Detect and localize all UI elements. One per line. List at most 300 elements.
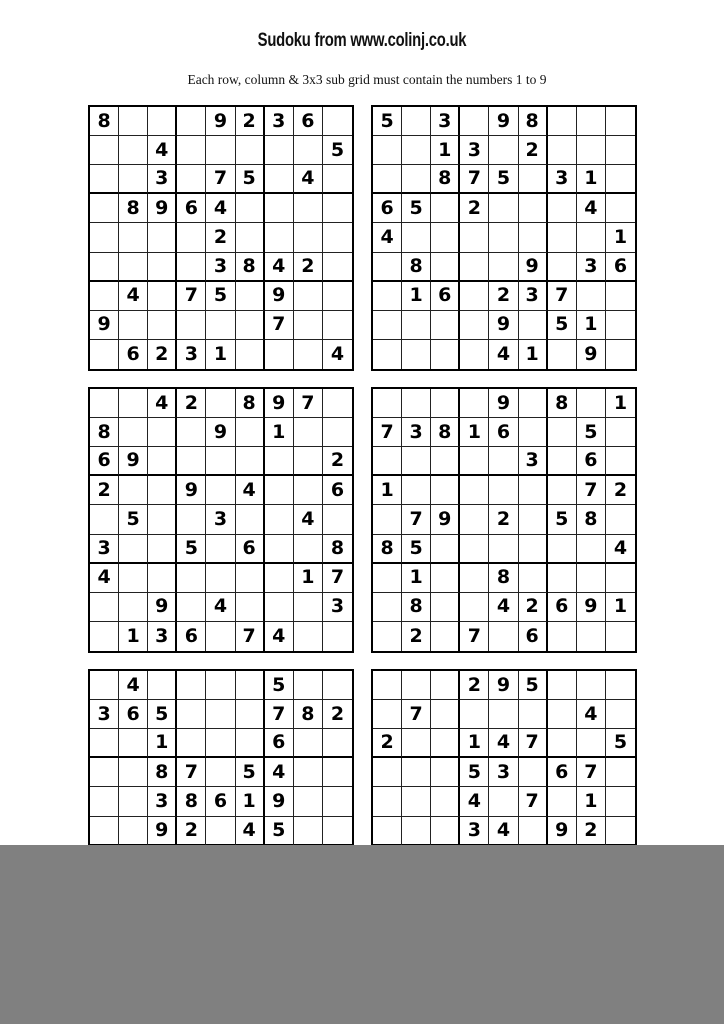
sudoku-cell: 7: [373, 418, 402, 447]
sudoku-cell: [236, 136, 265, 165]
sudoku-cell: [489, 223, 518, 252]
sudoku-cell: [236, 340, 265, 369]
sudoku-cell: [323, 729, 352, 758]
sudoku-cell: [294, 476, 323, 505]
sudoku-cell: 3: [323, 593, 352, 622]
sudoku-cell: 2: [373, 729, 402, 758]
sudoku-cell: [431, 593, 460, 622]
sudoku-cell: 8: [577, 505, 606, 534]
sudoku-cell: [119, 758, 148, 787]
sudoku-cell: 9: [548, 817, 577, 846]
sudoku-cell: 5: [236, 165, 265, 194]
sudoku-cell: [431, 253, 460, 282]
sudoku-cell: 8: [323, 535, 352, 564]
sudoku-cell: 2: [606, 476, 635, 505]
sudoku-cell: [402, 389, 431, 418]
sudoku-cell: [177, 136, 206, 165]
sudoku-cell: 3: [402, 418, 431, 447]
sudoku-cell: 9: [489, 311, 518, 340]
sudoku-cell: 1: [431, 136, 460, 165]
sudoku-cell: [460, 447, 489, 476]
sudoku-cell: [402, 671, 431, 700]
sudoku-cell: 2: [460, 671, 489, 700]
sudoku-cell: [90, 389, 119, 418]
sudoku-cell: [236, 700, 265, 729]
sudoku-cell: 2: [489, 505, 518, 534]
sudoku-cell: 9: [431, 505, 460, 534]
sudoku-cell: [548, 622, 577, 651]
sudoku-cell: [148, 223, 177, 252]
sudoku-cell: [119, 787, 148, 816]
sudoku-cell: 7: [402, 505, 431, 534]
sudoku-cell: [402, 311, 431, 340]
sudoku-cell: [119, 311, 148, 340]
sudoku-cell: 5: [460, 758, 489, 787]
sudoku-cell: [236, 505, 265, 534]
sudoku-cell: [373, 671, 402, 700]
sudoku-cell: 4: [489, 593, 518, 622]
sudoku-cell: 3: [148, 622, 177, 651]
sudoku-cell: 9: [206, 107, 235, 136]
sudoku-cell: 7: [402, 700, 431, 729]
page-instructions: Each row, column & 3x3 sub grid must contain the numbers 1 to 9: [187, 72, 547, 87]
sudoku-cell: 8: [119, 194, 148, 223]
sudoku-cell: [294, 787, 323, 816]
sudoku-cell: [119, 165, 148, 194]
sudoku-cell: [148, 282, 177, 311]
sudoku-cell: [177, 253, 206, 282]
sudoku-cell: [148, 253, 177, 282]
sudoku-cell: 4: [330, 342, 345, 365]
sudoku-cell: [373, 253, 402, 282]
sudoku-cell: [373, 311, 402, 340]
sudoku-cell: [460, 564, 489, 593]
sudoku-cell: 7: [323, 564, 352, 593]
sudoku-cell: [431, 311, 460, 340]
sudoku-cell: [519, 505, 548, 534]
sudoku-cell: [460, 253, 489, 282]
sudoku-cell: 6: [90, 447, 119, 476]
sudoku-cell: [294, 671, 323, 700]
sudoku-cell: [402, 817, 431, 846]
sudoku-cell: [206, 136, 235, 165]
sudoku-cell: [90, 787, 119, 816]
sudoku-cell: [206, 758, 235, 787]
sudoku-cell: [294, 418, 323, 447]
sudoku-cell: [206, 817, 235, 846]
sudoku-cell: 7: [460, 165, 489, 194]
sudoku-cell: 6: [119, 340, 148, 369]
sudoku-cell: [548, 700, 577, 729]
sudoku-cell: 5: [265, 817, 294, 846]
sudoku-cell: [606, 671, 635, 700]
sudoku-cell: [323, 622, 352, 651]
sudoku-cell: [294, 729, 323, 758]
sudoku-cell: 3: [548, 165, 577, 194]
sudoku-cell: [323, 817, 352, 846]
sudoku-cell: [177, 311, 206, 340]
sudoku-cell: [519, 476, 548, 505]
sudoku-cell: 5: [177, 535, 206, 564]
sudoku-cell: [577, 622, 606, 651]
sudoku-cell: [431, 671, 460, 700]
sudoku-cell: [519, 817, 548, 846]
sudoku-cell: 8: [177, 787, 206, 816]
sudoku-cell: 4: [265, 758, 294, 787]
sudoku-cell: [460, 223, 489, 252]
sudoku-cell: [548, 447, 577, 476]
sudoku-cell: 6: [431, 282, 460, 311]
sudoku-cell: 9: [265, 389, 294, 418]
sudoku-cell: [460, 340, 489, 369]
sudoku-cell: 1: [206, 340, 235, 369]
sudoku-cell: [90, 505, 119, 534]
sudoku-cell: [431, 194, 460, 223]
sudoku-cell: [148, 564, 177, 593]
sudoku-cell: [606, 165, 635, 194]
sudoku-cell: [206, 622, 235, 651]
sudoku-cell: 6: [373, 194, 402, 223]
sudoku-cell: [431, 758, 460, 787]
sudoku-cell: [606, 136, 635, 165]
sudoku-cell: [90, 729, 119, 758]
sudoku-cell: 4: [489, 340, 518, 369]
sudoku-cell: [489, 622, 518, 651]
sudoku-cell: 6: [294, 107, 323, 136]
sudoku-cell: [148, 671, 177, 700]
sudoku-cell: 7: [577, 758, 606, 787]
sudoku-cell: [265, 593, 294, 622]
sudoku-cell: 9: [519, 253, 548, 282]
sudoku-grid-3: [88, 387, 354, 653]
sudoku-cell: 5: [519, 671, 548, 700]
sudoku-cell: 3: [489, 758, 518, 787]
sudoku-cell: [548, 476, 577, 505]
sudoku-cell: [90, 622, 119, 651]
sudoku-cell: [548, 136, 577, 165]
sudoku-cell: 1: [606, 593, 635, 622]
sudoku-cell: [431, 787, 460, 816]
sudoku-cell: [265, 340, 294, 369]
sudoku-cell: [548, 729, 577, 758]
sudoku-cell: 6: [519, 622, 548, 651]
sudoku-cell: [548, 223, 577, 252]
sudoku-cell: 8: [373, 535, 402, 564]
sudoku-cell: 6: [548, 593, 577, 622]
sudoku-cell: 8: [402, 253, 431, 282]
sudoku-cell: 9: [577, 593, 606, 622]
sudoku-cell: 1: [577, 311, 606, 340]
sudoku-cell: [206, 700, 235, 729]
sudoku-cell: [402, 107, 431, 136]
sudoku-cell: 8: [148, 758, 177, 787]
sudoku-cell: [460, 505, 489, 534]
sudoku-cell: [489, 787, 518, 816]
sudoku-cell: [606, 505, 635, 534]
sudoku-cell: [431, 389, 460, 418]
sudoku-cell: 2: [519, 136, 548, 165]
sudoku-cell: 9: [90, 311, 119, 340]
sudoku-cell: [548, 253, 577, 282]
sudoku-grid-1: [88, 105, 354, 371]
sudoku-cell: [431, 447, 460, 476]
sudoku-cell: [373, 165, 402, 194]
sudoku-cell: 9: [265, 787, 294, 816]
sudoku-cell: [294, 282, 323, 311]
sudoku-cell: [236, 729, 265, 758]
sudoku-cell: [119, 107, 148, 136]
sudoku-cell: 4: [606, 535, 635, 564]
sudoku-cell: [206, 311, 235, 340]
sudoku-cell: 1: [265, 418, 294, 447]
sudoku-cell: 8: [236, 389, 265, 418]
sudoku-cell: 2: [489, 282, 518, 311]
sudoku-cell: [489, 535, 518, 564]
sudoku-cell: 6: [236, 535, 265, 564]
sudoku-cell: [489, 136, 518, 165]
sudoku-cell: [373, 447, 402, 476]
sudoku-cell: 8: [489, 564, 518, 593]
sudoku-cell: 4: [460, 787, 489, 816]
sudoku-cell: [90, 758, 119, 787]
sudoku-cell: [606, 787, 635, 816]
sudoku-cell: 2: [236, 107, 265, 136]
sudoku-cell: 1: [519, 340, 548, 369]
sudoku-cell: [177, 447, 206, 476]
sudoku-cell: 9: [148, 593, 177, 622]
sudoku-cell: [519, 564, 548, 593]
sudoku-cell: [236, 311, 265, 340]
sudoku-cell: [148, 535, 177, 564]
sudoku-cell: [236, 593, 265, 622]
sudoku-cell: 3: [431, 107, 460, 136]
sudoku-cell: [460, 535, 489, 564]
sudoku-cell: [265, 564, 294, 593]
sudoku-cell: 2: [177, 817, 206, 846]
sudoku-cell: [323, 194, 352, 223]
sudoku-cell: [90, 817, 119, 846]
sudoku-cell: [577, 223, 606, 252]
sudoku-cell: [294, 136, 323, 165]
sudoku-cell: [323, 418, 352, 447]
sudoku-cell: [90, 194, 119, 223]
sudoku-cell: [236, 671, 265, 700]
sudoku-cell: 1: [402, 282, 431, 311]
sudoku-cell: 4: [119, 671, 148, 700]
sudoku-cell: [606, 622, 635, 651]
sudoku-cell: 1: [606, 389, 635, 418]
sudoku-cell: 3: [177, 340, 206, 369]
sudoku-cell: [373, 758, 402, 787]
sudoku-cell: 5: [402, 194, 431, 223]
sudoku-cell: 4: [119, 282, 148, 311]
sudoku-cell: [177, 729, 206, 758]
sudoku-cell: [148, 418, 177, 447]
sudoku-cell: 3: [206, 253, 235, 282]
sudoku-cell: [519, 418, 548, 447]
sudoku-cell: [148, 311, 177, 340]
sudoku-cell: [519, 758, 548, 787]
sudoku-cell: [489, 700, 518, 729]
sudoku-cell: [577, 671, 606, 700]
sudoku-cell: [577, 282, 606, 311]
sudoku-cell: 7: [265, 700, 294, 729]
sudoku-cell: [119, 476, 148, 505]
sudoku-cell: [548, 194, 577, 223]
sudoku-cell: 3: [90, 535, 119, 564]
sudoku-cell: 1: [460, 418, 489, 447]
sudoku-cell: 8: [90, 107, 119, 136]
sudoku-cell: 7: [577, 476, 606, 505]
sudoku-cell: 9: [177, 476, 206, 505]
sudoku-cell: 4: [577, 194, 606, 223]
sudoku-cell: 3: [519, 282, 548, 311]
sudoku-cell: 2: [519, 593, 548, 622]
sudoku-cell: [606, 700, 635, 729]
sudoku-cell: [519, 700, 548, 729]
sudoku-cell: [606, 447, 635, 476]
sudoku-cell: 3: [265, 107, 294, 136]
sudoku-cell: 7: [519, 729, 548, 758]
sudoku-cell: 6: [177, 194, 206, 223]
sudoku-cell: [402, 340, 431, 369]
sudoku-cell: 5: [373, 107, 402, 136]
sudoku-cell: [90, 340, 119, 369]
sudoku-cell: [431, 729, 460, 758]
sudoku-cell: [294, 593, 323, 622]
sudoku-cell: [373, 593, 402, 622]
sudoku-cell: 7: [460, 622, 489, 651]
sudoku-cell: [402, 136, 431, 165]
sudoku-cell: [548, 671, 577, 700]
sudoku-cell: [402, 758, 431, 787]
sudoku-cell: [323, 107, 352, 136]
sudoku-cell: [294, 311, 323, 340]
sudoku-cell: 2: [323, 700, 352, 729]
sudoku-cell: [148, 505, 177, 534]
sudoku-cell: 9: [577, 340, 606, 369]
sudoku-cell: [606, 758, 635, 787]
sudoku-cell: [119, 564, 148, 593]
sudoku-cell: 7: [236, 622, 265, 651]
sudoku-cell: [489, 447, 518, 476]
sudoku-cell: [460, 282, 489, 311]
sudoku-cell: 3: [90, 700, 119, 729]
sudoku-cell: [431, 817, 460, 846]
sudoku-cell: 1: [294, 564, 323, 593]
sudoku-cell: [606, 340, 635, 369]
sudoku-cell: [323, 282, 352, 311]
sudoku-cell: [373, 817, 402, 846]
sudoku-cell: [265, 535, 294, 564]
sudoku-cell: 7: [519, 787, 548, 816]
sudoku-cell: [373, 700, 402, 729]
sudoku-cell: 9: [489, 389, 518, 418]
sudoku-cell: [431, 535, 460, 564]
sudoku-cell: [606, 282, 635, 311]
sudoku-cell: [431, 340, 460, 369]
sudoku-grid-2: [371, 105, 637, 371]
sudoku-cell: [489, 476, 518, 505]
sudoku-cell: [577, 389, 606, 418]
sudoku-cell: [373, 136, 402, 165]
sudoku-cell: 4: [148, 136, 177, 165]
sudoku-cell: 5: [119, 505, 148, 534]
sudoku-cell: [90, 671, 119, 700]
sudoku-cell: [323, 505, 352, 534]
sudoku-cell: 1: [402, 564, 431, 593]
sudoku-cell: [606, 817, 635, 846]
sudoku-cell: [177, 564, 206, 593]
sudoku-cell: 1: [119, 622, 148, 651]
sudoku-cell: 3: [206, 505, 235, 534]
sudoku-cell: [90, 136, 119, 165]
sudoku-cell: 4: [577, 700, 606, 729]
sudoku-cell: 2: [206, 223, 235, 252]
sudoku-cell: [294, 447, 323, 476]
sudoku-cell: [402, 787, 431, 816]
sudoku-cell: 7: [206, 165, 235, 194]
sudoku-cell: 3: [460, 817, 489, 846]
sudoku-cell: [206, 447, 235, 476]
sudoku-cell: [177, 700, 206, 729]
sudoku-cell: 8: [294, 700, 323, 729]
sudoku-cell: 8: [548, 389, 577, 418]
sudoku-cell: [177, 223, 206, 252]
sudoku-cell: [119, 418, 148, 447]
sudoku-cell: [90, 253, 119, 282]
sudoku-cell: [294, 817, 323, 846]
sudoku-cell: 6: [119, 700, 148, 729]
sudoku-cell: 4: [294, 505, 323, 534]
sudoku-cell: [323, 223, 352, 252]
sudoku-cell: [577, 136, 606, 165]
sudoku-cell: [460, 311, 489, 340]
sudoku-cell: 2: [90, 476, 119, 505]
sudoku-cell: 6: [177, 622, 206, 651]
sudoku-cell: [206, 564, 235, 593]
sudoku-cell: [460, 476, 489, 505]
sudoku-cell: [431, 622, 460, 651]
sudoku-cell: 8: [236, 253, 265, 282]
sudoku-cell: [373, 564, 402, 593]
sudoku-cell: 5: [236, 758, 265, 787]
sudoku-cell: 1: [236, 787, 265, 816]
sudoku-cell: 8: [90, 418, 119, 447]
sudoku-grid-4: [371, 387, 637, 653]
sudoku-cell: 1: [148, 729, 177, 758]
sudoku-cell: [577, 535, 606, 564]
sudoku-cell: 4: [265, 622, 294, 651]
sudoku-cell: [119, 253, 148, 282]
sudoku-cell: 4: [373, 223, 402, 252]
sudoku-cell: [236, 418, 265, 447]
sudoku-cell: [323, 311, 352, 340]
sudoku-cell: [489, 253, 518, 282]
sudoku-cell: 6: [206, 787, 235, 816]
sudoku-cell: 1: [577, 165, 606, 194]
sudoku-cell: 3: [519, 447, 548, 476]
sudoku-cell: 2: [294, 253, 323, 282]
sudoku-cell: 2: [177, 389, 206, 418]
sudoku-cell: [373, 389, 402, 418]
sudoku-cell: [460, 700, 489, 729]
sudoku-cell: [177, 418, 206, 447]
sudoku-cell: 9: [148, 817, 177, 846]
sudoku-cell: 5: [148, 700, 177, 729]
sudoku-cell: [90, 165, 119, 194]
sudoku-cell: [148, 107, 177, 136]
